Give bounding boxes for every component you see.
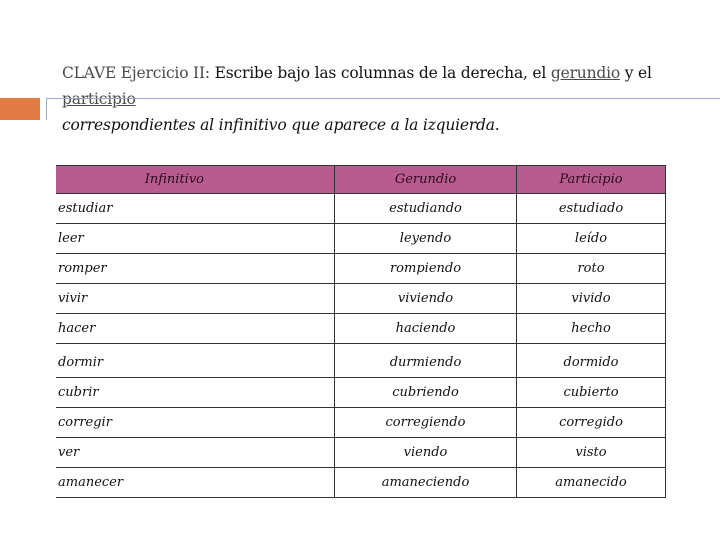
gerundio-cell: cubriendo: [335, 378, 517, 408]
gerundio-cell: viendo: [335, 438, 517, 468]
infinitivo-cell: leer: [56, 224, 335, 254]
table-row: [56, 438, 666, 468]
participio-term: participio: [62, 90, 136, 108]
gerundio-cell: rompiendo: [335, 254, 517, 284]
instruction-text-2: y el: [619, 64, 652, 82]
participio-cell: dormido: [517, 344, 666, 378]
title-rule: [46, 98, 720, 120]
accent-bar: [0, 98, 40, 120]
participio-cell: roto: [517, 254, 666, 284]
header-gerundio: Gerundio: [335, 166, 517, 194]
infinitivo-cell: romper: [56, 254, 335, 284]
gerundio-cell: haciendo: [335, 314, 517, 344]
participio-cell: amanecido: [517, 468, 666, 498]
participio-cell: hecho: [517, 314, 666, 344]
header-participio: Participio: [517, 166, 666, 194]
infinitivo-cell: ver: [56, 438, 335, 468]
gerundio-term: gerundio: [550, 64, 620, 82]
header-infinitivo: Infinitivo: [56, 166, 335, 194]
infinitivo-cell: dormir: [56, 344, 335, 378]
table-row: [56, 194, 666, 224]
participio-cell: visto: [517, 438, 666, 468]
table-row: [56, 314, 666, 344]
participio-cell: vivido: [517, 284, 666, 314]
gerundio-cell: leyendo: [335, 224, 517, 254]
instruction-text-3: correspondientes al infinitivo que aparece a la izquierda.: [62, 116, 500, 134]
exercise-label: CLAVE Ejercicio II:: [62, 64, 210, 82]
gerundio-cell: estudiando: [335, 194, 517, 224]
infinitivo-cell: hacer: [56, 314, 335, 344]
table-row: [56, 408, 666, 438]
table-row: [56, 254, 666, 284]
table-row: [56, 378, 666, 408]
gerundio-cell: amaneciendo: [335, 468, 517, 498]
participio-cell: corregido: [517, 408, 666, 438]
participio-cell: estudiado: [517, 194, 666, 224]
gerundio-cell: corregiendo: [335, 408, 517, 438]
table-header-row: [56, 166, 666, 194]
participio-cell: leído: [517, 224, 666, 254]
table-row: [56, 468, 666, 498]
instruction-text-1: Escribe bajo las columnas de la derecha, el: [209, 64, 551, 82]
gerundio-cell: viviendo: [335, 284, 517, 314]
participio-cell: cubierto: [517, 378, 666, 408]
table-row: [56, 284, 666, 314]
infinitivo-cell: cubrir: [56, 378, 335, 408]
table-row: [56, 344, 666, 378]
gerundio-cell: durmiendo: [335, 344, 517, 378]
infinitivo-cell: amanecer: [56, 468, 335, 498]
table-row: [56, 224, 666, 254]
infinitivo-cell: corregir: [56, 408, 335, 438]
infinitivo-cell: estudiar: [56, 194, 335, 224]
infinitivo-cell: vivir: [56, 284, 335, 314]
conjugation-table: [56, 165, 666, 498]
